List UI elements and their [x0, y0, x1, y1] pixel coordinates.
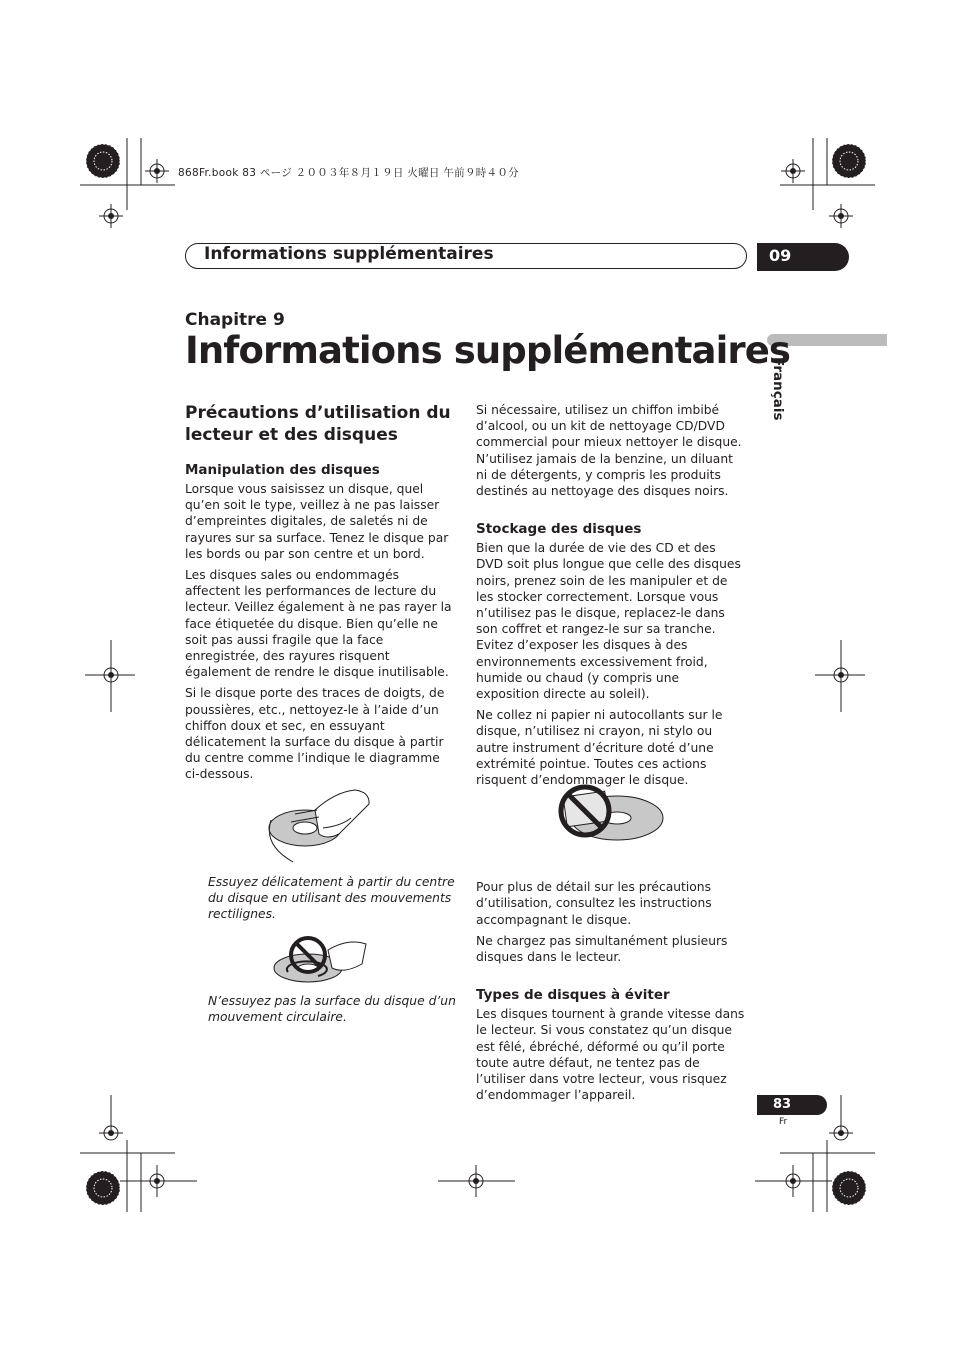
- column-left: [185, 402, 455, 788]
- language-tab: Français: [770, 357, 786, 421]
- page-number: 83: [773, 1097, 792, 1112]
- paragraph: Les disques sales ou endommagés affectent les performances de lecture du lecteur. Veillez également à ne pas rayer la face étiquetée du disque. Bien qu’elle ne soit pas aussi fragile que la face enregistrée, des rayures risquent également de rendre le disque inutilisable.: [185, 568, 452, 680]
- chapter-badge: [757, 243, 849, 271]
- heading-storage: Stockage des disques: [476, 521, 642, 538]
- page-lang-code: Fr: [779, 1117, 788, 1127]
- paragraph: Bien que la durée de vie des CD et des DVD soit plus longue que celle des disques noirs, prenez soin de les manipuler et de les stocker correctement. Lorsque vous n’utilisez pas le disque, replacez-le dans son coffret et rangez-le sur sa tranche. Evitez d’exposer les disques à des environnements excessivement froid, humide ou chaud (y compris une exposition directe au soleil).: [476, 541, 741, 702]
- circular-wipe-forbidden-illustration: [268, 932, 373, 987]
- chapter-number: 09: [769, 246, 792, 265]
- disc-prohibited-illustration: [555, 782, 665, 844]
- paragraph: Si nécessaire, utilisez un chiffon imbibé d’alcool, ou un kit de nettoyage CD/DVD commercial pour mieux nettoyer le disque. N’utilisez jamais de la benzine, un diluant ni de détergents, y compris les produits destinés au nettoyage des disques noirs.: [476, 403, 742, 499]
- column-right: [476, 402, 746, 1109]
- chapter-title: Informations supplémentaires: [185, 329, 791, 372]
- heading-handling: Manipulation des disques: [185, 462, 380, 478]
- paragraph: Lorsque vous saisissez un disque, quel qu’en soit le type, veillez à ne pas laisser d’empreintes digitales, de saletés ni de rayures sur sa surface. Tenez le disque par les bords ou par son centre et un bord.: [185, 482, 449, 561]
- paragraph: Ne collez ni papier ni autocollants sur le disque, n’utilisez ni crayon, ni stylo ou autre instrument d’écriture doté d’une extrémité pointue. Toutes ces actions risquent d’endommager le disque.: [476, 708, 723, 788]
- paragraph: Pour plus de détail sur les précautions d’utilisation, consultez les instructions accompagnant le disque.: [476, 880, 712, 927]
- page-number-badge: [757, 1095, 827, 1115]
- header-title: Informations supplémentaires: [204, 244, 494, 264]
- chapter-label: Chapitre 9: [185, 310, 285, 330]
- book-info: 868Fr.book 83 ページ ２００３年８月１９日 火曜日 午前９時４０分: [178, 167, 519, 179]
- paragraph: Ne chargez pas simultanément plusieurs disques dans le lecteur.: [476, 933, 728, 965]
- caption-wipe-bad: N’essuyez pas la surface du disque d’un mouvement circulaire.: [208, 994, 456, 1025]
- caption-wipe-ok: Essuyez délicatement à partir du centre du disque en utilisant des mouvements rectilignes.: [208, 875, 455, 922]
- paragraph: Les disques tournent à grande vitesse dans le lecteur. Si vous constatez qu’un disque est fêlé, ébréché, déformé ou qu’il porte toute autre défaut, ne tentez pas de l’utiliser dans votre lecteur, vous risquez d’endommager l’appareil.: [476, 1007, 745, 1103]
- paragraph: Si le disque porte des traces de doigts, de poussières, etc., nettoyez-le à l’aide d’un chiffon doux et sec, en essuyant délicatement la surface du disque à partir du centre comme l’indique le diagramme ci-dessous.: [185, 686, 445, 782]
- section-title: Précautions d’utilisation du lecteur et des disques: [185, 403, 451, 445]
- heading-types: Types de disques à éviter: [476, 987, 670, 1004]
- wipe-disc-illustration: [265, 780, 375, 865]
